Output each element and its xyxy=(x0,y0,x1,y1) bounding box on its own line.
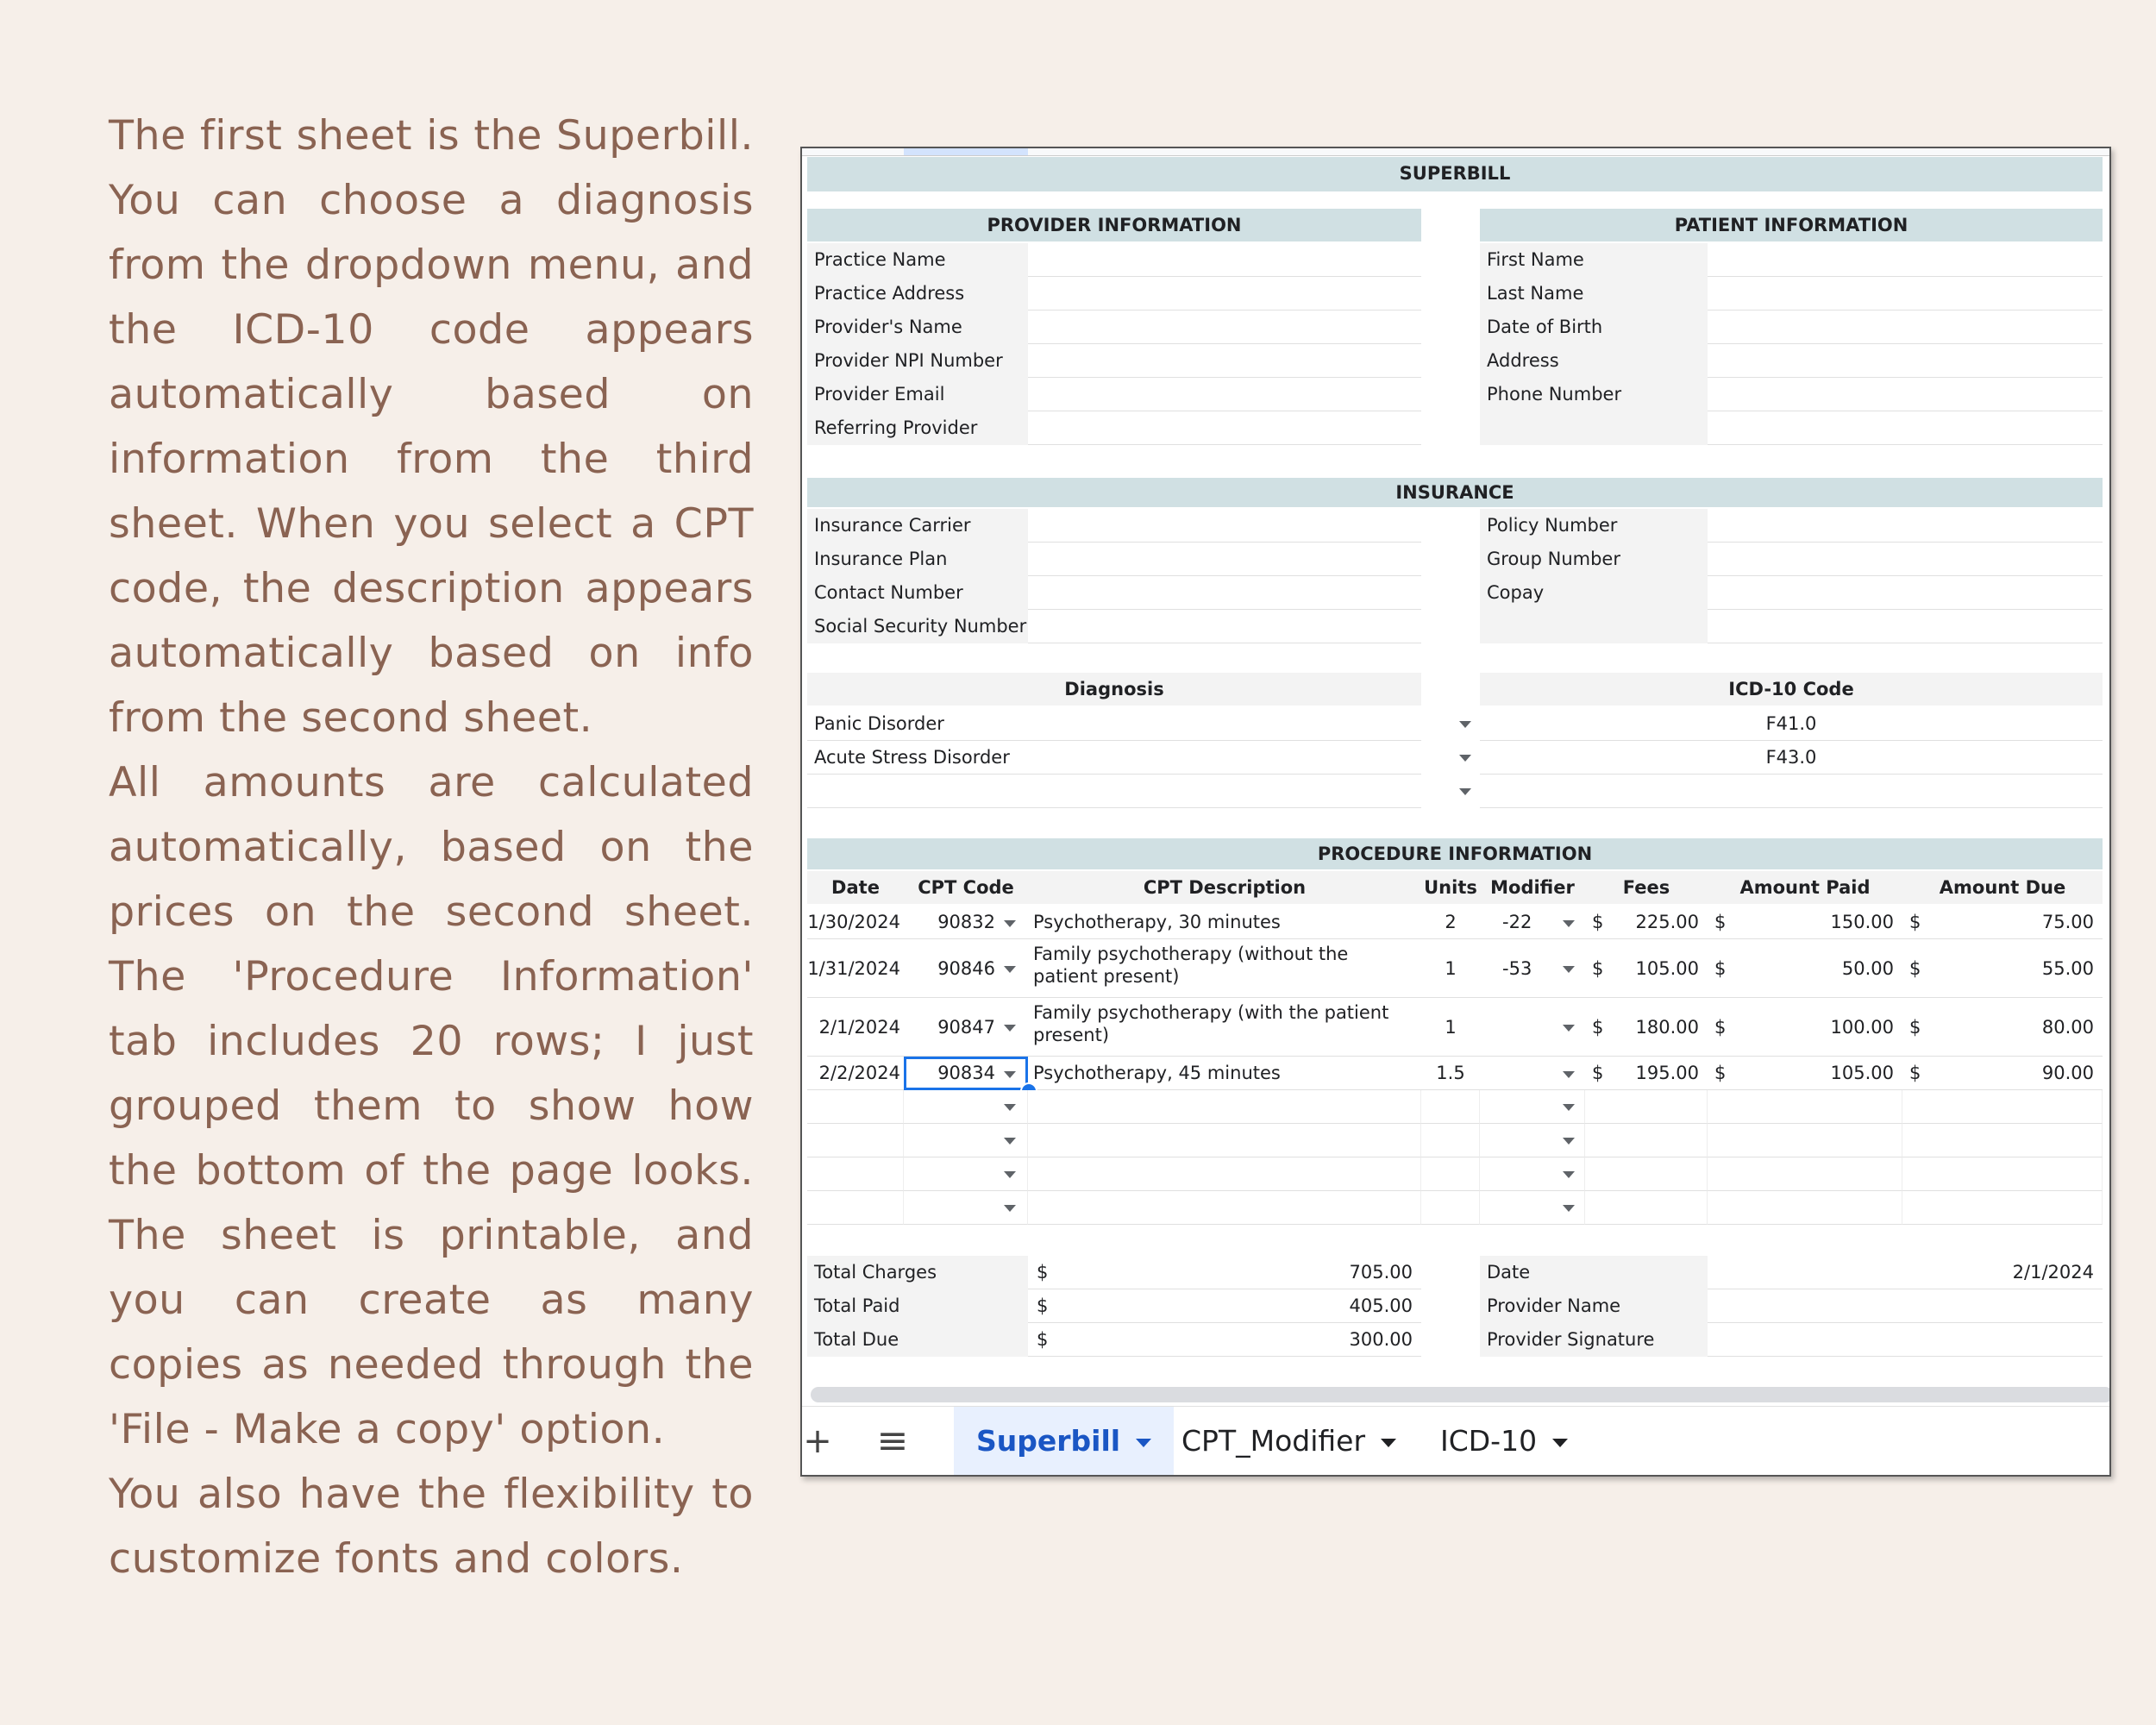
description-text xyxy=(109,104,754,1591)
sign-field-label: Provider Name xyxy=(1480,1289,1708,1323)
cpt-description-cell: Psychotherapy, 30 minutes xyxy=(1028,906,1421,939)
tab-icd10-label: ICD-10 xyxy=(1440,1424,1538,1458)
amount-paid-cell: 150.00 xyxy=(1733,906,1902,939)
insurance-field-label: Contact Number xyxy=(807,576,1028,610)
diagnosis-dropdown[interactable] xyxy=(807,775,1421,808)
empty-procedure-cell[interactable] xyxy=(807,1090,904,1124)
chevron-down-icon[interactable] xyxy=(1563,1138,1575,1145)
total-value: 405.00 xyxy=(1054,1289,1421,1323)
cpt-description-cell: Family psychotherapy (with the patient present) xyxy=(1028,998,1421,1057)
insurance-field-label: Policy Number xyxy=(1480,509,1708,543)
empty-procedure-cell[interactable] xyxy=(1708,1191,1902,1225)
column-header-cpt-description: CPT Description xyxy=(1028,871,1421,904)
chevron-down-icon[interactable] xyxy=(1004,1025,1016,1032)
patient-field-input[interactable] xyxy=(1708,411,2103,445)
provider-field-label: Provider's Name xyxy=(807,310,1028,344)
provider-info-header: PROVIDER INFORMATION xyxy=(807,209,1421,242)
chevron-down-icon[interactable] xyxy=(1136,1439,1151,1447)
due-currency-symbol: $ xyxy=(1902,998,1928,1057)
empty-procedure-cell[interactable] xyxy=(807,1124,904,1157)
column-header-fees: Fees xyxy=(1585,871,1708,904)
cpt-code-dropdown[interactable]: 90847 xyxy=(904,998,1028,1057)
empty-procedure-cell[interactable] xyxy=(1421,1157,1480,1191)
date-cell[interactable]: 2/1/2024 xyxy=(807,998,904,1057)
fee-currency-symbol: $ xyxy=(1585,906,1611,939)
icd10-code-cell: F43.0 xyxy=(1480,741,2103,775)
description-paragraph-3: You also have the flexibility to customize fonts and colors. xyxy=(109,1471,754,1583)
empty-procedure-cell[interactable] xyxy=(1028,1191,1421,1225)
sign-field-value[interactable] xyxy=(1708,1323,2103,1357)
empty-procedure-cell[interactable] xyxy=(1902,1124,2103,1157)
modifier-dropdown[interactable]: -22 xyxy=(1480,906,1585,939)
insurance-field-input[interactable] xyxy=(1708,610,2103,643)
chevron-down-icon[interactable] xyxy=(1459,721,1471,728)
all-sheets-menu-icon[interactable]: ≡ xyxy=(876,1419,909,1463)
insurance-field-input[interactable] xyxy=(1028,576,1421,610)
column-header-modifier: Modifier xyxy=(1480,871,1585,904)
patient-info-header: PATIENT INFORMATION xyxy=(1480,209,2103,242)
amount-due-cell: 90.00 xyxy=(1928,1057,2103,1090)
fee-cell: 180.00 xyxy=(1611,998,1708,1057)
cpt-code-dropdown[interactable]: 90832 xyxy=(904,906,1028,939)
empty-procedure-cell[interactable] xyxy=(1708,1090,1902,1124)
sign-field-label: Provider Signature xyxy=(1480,1323,1708,1357)
units-cell[interactable]: 1 xyxy=(1421,939,1480,998)
insurance-header: INSURANCE xyxy=(807,478,2103,507)
tab-cpt-modifier-label: CPT_Modifier xyxy=(1181,1424,1366,1458)
units-cell[interactable]: 1.5 xyxy=(1421,1057,1480,1090)
empty-procedure-cell[interactable] xyxy=(807,1191,904,1225)
icd10-code-cell: F41.0 xyxy=(1480,707,2103,741)
provider-field-input[interactable] xyxy=(1028,310,1421,344)
chevron-down-icon[interactable] xyxy=(1563,966,1575,973)
insurance-field-label: Group Number xyxy=(1480,543,1708,576)
insurance-field-input[interactable] xyxy=(1708,543,2103,576)
chevron-down-icon[interactable] xyxy=(1459,788,1471,795)
column-header-date: Date xyxy=(807,871,904,904)
patient-field-input[interactable] xyxy=(1708,344,2103,378)
empty-procedure-cell[interactable] xyxy=(1902,1090,2103,1124)
tab-cpt-modifier[interactable] xyxy=(1159,1407,1419,1476)
fee-cell: 225.00 xyxy=(1611,906,1708,939)
provider-field-input[interactable] xyxy=(1028,378,1421,411)
description-paragraph-1: The first sheet is the Superbill. You can choose a diagnosis from the dropdown menu, and the ICD-10 code appears automatically based on information from the third sheet. When you select a CPT code, the description appears automatically based on info from the second sheet. xyxy=(109,112,754,742)
amount-paid-cell: 105.00 xyxy=(1733,1057,1902,1090)
due-currency-symbol: $ xyxy=(1902,1057,1928,1090)
empty-procedure-cell[interactable] xyxy=(1028,1124,1421,1157)
paid-currency-symbol: $ xyxy=(1708,939,1733,998)
provider-field-input[interactable] xyxy=(1028,411,1421,445)
empty-procedure-cell[interactable] xyxy=(1708,1157,1902,1191)
total-currency-symbol: $ xyxy=(1028,1256,1054,1289)
empty-procedure-cell[interactable] xyxy=(807,1157,904,1191)
total-label: Total Due xyxy=(807,1323,1028,1357)
chevron-down-icon[interactable] xyxy=(1552,1439,1568,1447)
chevron-down-icon[interactable] xyxy=(1563,1171,1575,1178)
amount-due-cell: 55.00 xyxy=(1928,939,2103,998)
fee-cell: 105.00 xyxy=(1611,939,1708,998)
empty-procedure-cell[interactable] xyxy=(1028,1157,1421,1191)
insurance-field-label: Social Security Number xyxy=(807,610,1028,643)
due-currency-symbol: $ xyxy=(1902,906,1928,939)
tab-superbill-label: Superbill xyxy=(976,1424,1121,1458)
patient-field-label: First Name xyxy=(1480,243,1708,277)
diagnosis-dropdown[interactable]: Acute Stress Disorder xyxy=(807,741,1421,775)
insurance-field-input[interactable] xyxy=(1028,509,1421,543)
sign-field-value[interactable] xyxy=(1708,1289,2103,1323)
chevron-down-icon[interactable] xyxy=(1004,1171,1016,1178)
amount-paid-cell: 50.00 xyxy=(1733,939,1902,998)
diagnosis-dropdown[interactable]: Panic Disorder xyxy=(807,707,1421,741)
amount-paid-cell: 100.00 xyxy=(1733,998,1902,1057)
date-cell[interactable]: 1/30/2024 xyxy=(807,906,904,939)
tab-icd10[interactable] xyxy=(1418,1407,1590,1476)
icd10-code-cell xyxy=(1480,775,2103,808)
chevron-down-icon[interactable] xyxy=(1563,1205,1575,1212)
date-cell[interactable]: 1/31/2024 xyxy=(807,939,904,998)
paid-currency-symbol: $ xyxy=(1708,998,1733,1057)
column-header-amount-paid: Amount Paid xyxy=(1708,871,1902,904)
chevron-down-icon[interactable] xyxy=(1004,920,1016,927)
chevron-down-icon[interactable] xyxy=(1004,1104,1016,1111)
insurance-field-label: Copay xyxy=(1480,576,1708,610)
patient-field-input[interactable] xyxy=(1708,378,2103,411)
empty-procedure-cell[interactable] xyxy=(1585,1090,1708,1124)
amount-due-cell: 80.00 xyxy=(1928,998,2103,1057)
column-header-cpt-code: CPT Code xyxy=(904,871,1028,904)
selected-column-indicator xyxy=(904,148,1028,155)
insurance-field-input[interactable] xyxy=(1028,610,1421,643)
total-value: 705.00 xyxy=(1054,1256,1421,1289)
chevron-down-icon[interactable] xyxy=(1563,920,1575,927)
patient-field-input[interactable] xyxy=(1708,243,2103,277)
fee-currency-symbol: $ xyxy=(1585,998,1611,1057)
empty-procedure-cell[interactable] xyxy=(1585,1124,1708,1157)
chevron-down-icon[interactable] xyxy=(1004,1205,1016,1212)
total-value: 300.00 xyxy=(1054,1323,1421,1357)
sign-field-value[interactable]: 2/1/2024 xyxy=(1708,1256,2103,1289)
column-header-units: Units xyxy=(1421,871,1480,904)
chevron-down-icon[interactable] xyxy=(1563,1025,1575,1032)
patient-field-label: Last Name xyxy=(1480,277,1708,310)
procedure-info-header: PROCEDURE INFORMATION xyxy=(807,838,2103,869)
cpt-code-dropdown[interactable]: 90834 xyxy=(904,1057,1028,1090)
patient-field-input[interactable] xyxy=(1708,310,2103,344)
cell-selection-outline xyxy=(904,1057,1028,1090)
patient-field-label: Phone Number xyxy=(1480,378,1708,411)
tab-superbill[interactable] xyxy=(954,1407,1174,1476)
add-sheet-icon[interactable]: + xyxy=(803,1421,832,1461)
empty-procedure-cell[interactable] xyxy=(1028,1090,1421,1124)
provider-field-label: Practice Name xyxy=(807,243,1028,277)
empty-procedure-cell[interactable] xyxy=(1421,1191,1480,1225)
empty-procedure-cell[interactable] xyxy=(1585,1191,1708,1225)
chevron-down-icon[interactable] xyxy=(1004,1138,1016,1145)
diagnosis-column-header: Diagnosis xyxy=(807,673,1421,706)
provider-field-label: Referring Provider xyxy=(807,411,1028,445)
icd10-column-header: ICD-10 Code xyxy=(1480,673,2103,706)
modifier-dropdown[interactable]: -53 xyxy=(1480,939,1585,998)
provider-field-label: Practice Address xyxy=(807,277,1028,310)
paid-currency-symbol: $ xyxy=(1708,1057,1733,1090)
patient-field-label: Address xyxy=(1480,344,1708,378)
cpt-description-cell: Family psychotherapy (without the patient present) xyxy=(1028,939,1421,998)
chevron-down-icon[interactable] xyxy=(1004,966,1016,973)
due-currency-symbol: $ xyxy=(1902,939,1928,998)
sign-field-label: Date xyxy=(1480,1256,1708,1289)
total-label: Total Paid xyxy=(807,1289,1028,1323)
cpt-code-dropdown[interactable]: 90846 xyxy=(904,939,1028,998)
provider-field-input[interactable] xyxy=(1028,277,1421,310)
patient-field-label: Date of Birth xyxy=(1480,310,1708,344)
units-cell[interactable]: 2 xyxy=(1421,906,1480,939)
cpt-description-cell: Psychotherapy, 45 minutes xyxy=(1028,1057,1421,1090)
date-cell[interactable]: 2/2/2024 xyxy=(807,1057,904,1090)
provider-field-label: Provider NPI Number xyxy=(807,344,1028,378)
sheet-tab-bar xyxy=(802,1406,2109,1476)
provider-field-input[interactable] xyxy=(1028,243,1421,277)
empty-procedure-cell[interactable] xyxy=(1421,1124,1480,1157)
insurance-field-input[interactable] xyxy=(1028,543,1421,576)
empty-procedure-cell[interactable] xyxy=(1902,1191,2103,1225)
insurance-field-input[interactable] xyxy=(1708,509,2103,543)
chevron-down-icon[interactable] xyxy=(1459,755,1471,762)
spreadsheet-window xyxy=(800,147,2111,1477)
insurance-field-label: Insurance Carrier xyxy=(807,509,1028,543)
total-currency-symbol: $ xyxy=(1028,1289,1054,1323)
horizontal-scrollbar[interactable] xyxy=(811,1387,2111,1402)
column-header-amount-due: Amount Due xyxy=(1902,871,2103,904)
total-label: Total Charges xyxy=(807,1256,1028,1289)
patient-field-label xyxy=(1480,411,1708,445)
total-currency-symbol: $ xyxy=(1028,1323,1054,1357)
chevron-down-icon[interactable] xyxy=(1563,1104,1575,1111)
amount-due-cell: 75.00 xyxy=(1928,906,2103,939)
units-cell[interactable]: 1 xyxy=(1421,998,1480,1057)
insurance-field-input[interactable] xyxy=(1708,576,2103,610)
insurance-field-label xyxy=(1480,610,1708,643)
empty-procedure-cell[interactable] xyxy=(1902,1157,2103,1191)
chevron-down-icon[interactable] xyxy=(1563,1071,1575,1078)
chevron-down-icon[interactable] xyxy=(1381,1439,1396,1447)
empty-procedure-cell[interactable] xyxy=(1708,1124,1902,1157)
insurance-field-label: Insurance Plan xyxy=(807,543,1028,576)
fee-cell: 195.00 xyxy=(1611,1057,1708,1090)
fee-currency-symbol: $ xyxy=(1585,1057,1611,1090)
description-paragraph-2: All amounts are calculated automatically, based on the prices on the second sheet. The 'Procedure Information' tab includes 20 rows; I just grouped them to show how the bottom of the page looks. The sheet is printable, and you can create as many copies as needed through the 'File - Make a copy' option. xyxy=(109,759,754,1453)
paid-currency-symbol: $ xyxy=(1708,906,1733,939)
provider-field-input[interactable] xyxy=(1028,344,1421,378)
empty-procedure-cell[interactable] xyxy=(1421,1090,1480,1124)
fee-currency-symbol: $ xyxy=(1585,939,1611,998)
empty-procedure-cell[interactable] xyxy=(1585,1157,1708,1191)
provider-field-label: Provider Email xyxy=(807,378,1028,411)
patient-field-input[interactable] xyxy=(1708,277,2103,310)
superbill-title: SUPERBILL xyxy=(807,157,2103,191)
